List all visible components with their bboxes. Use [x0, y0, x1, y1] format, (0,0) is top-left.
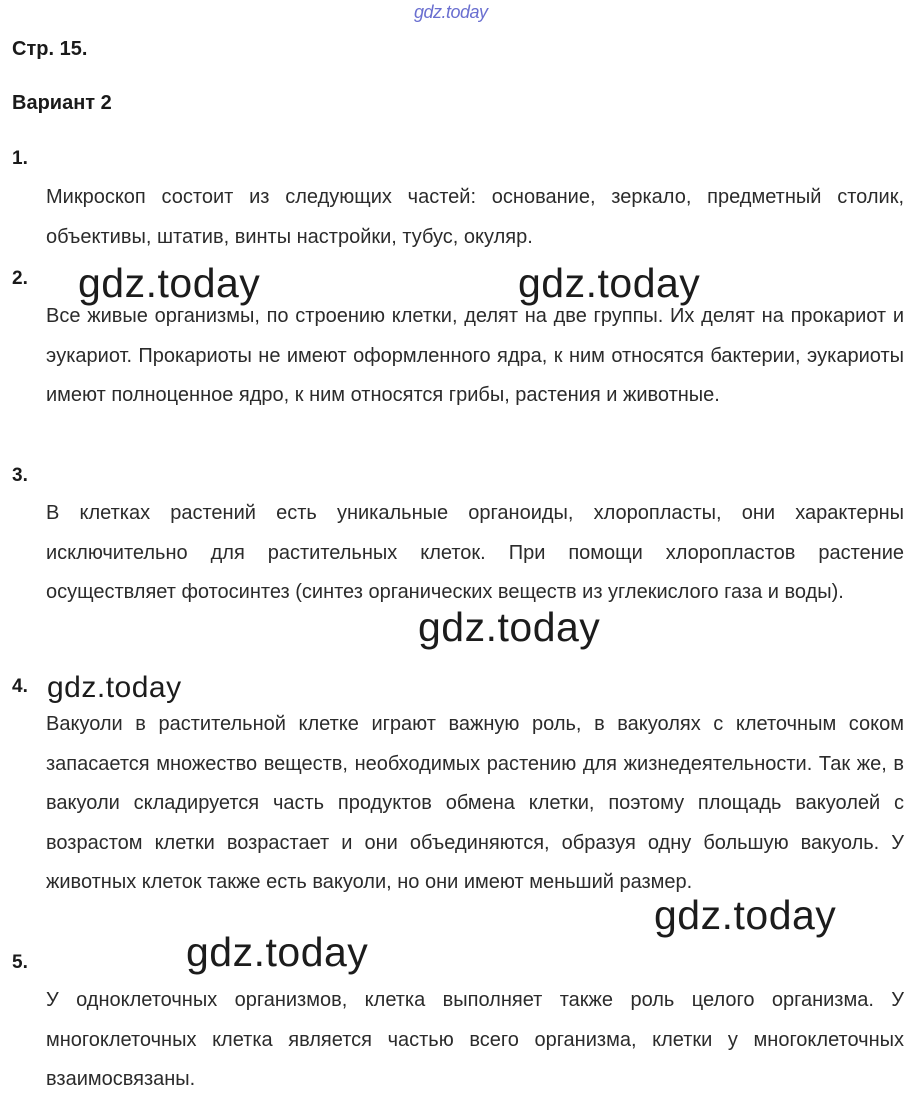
- question-number-3: 3.: [12, 465, 28, 486]
- question-number-5: 5.: [12, 952, 28, 973]
- watermark: gdz.today: [518, 260, 701, 306]
- watermark: gdz.today: [654, 892, 837, 938]
- header-watermark: gdz.today: [414, 2, 488, 22]
- question-number-2: 2.: [12, 268, 28, 289]
- question-number-1: 1.: [12, 148, 28, 169]
- page-number: Стр. 15.: [12, 38, 88, 60]
- answer-text-4: Вакуоли в растительной клетке играют важную роль, в вакуолях с клеточным соком запасается множество веществ, необходимых растению для жизнедеятельности. Так же, в вакуоли складируется часть продуктов обмена клетки, поэтому площадь вакуолей с возрастом клетки возрастает и они объединяются, образуя одну большую вакуоль. У животных клеток также есть вакуоли, но они имеют меньший размер.: [46, 713, 904, 893]
- watermark: gdz.today: [418, 604, 601, 650]
- answer-text-5: У одноклеточных организмов, клетка выполняет также роль целого организма. У многоклеточных клетка является частью всего организма, клетки у многоклеточных взаимосвязаны.: [46, 989, 904, 1090]
- watermark: gdz.today: [47, 671, 182, 704]
- variant-heading: Вариант 2: [12, 92, 112, 114]
- answer-text-2: Все живые организмы, по строению клетки, делят на две группы. Их делят на прокариот и эукариот. Прокариоты не имеют оформленного ядра, к ним относятся бактерии, эукариоты имеют полноценное ядро, к ним относятся грибы, растения и животные.: [46, 305, 904, 406]
- answer-text-1: Микроскоп состоит из следующих частей: основание, зеркало, предметный столик, объективы, штатив, винты настройки, тубус, окуляр.: [46, 186, 904, 248]
- answer-text-3: В клетках растений есть уникальные органоиды, хлоропласты, они характерны исключительно для растительных клеток. При помощи хлоропластов растение осуществляет фотосинтез (синтез органических веществ из углекислого газа и воды).: [46, 502, 904, 603]
- watermark: gdz.today: [78, 260, 261, 306]
- question-number-4: 4.: [12, 676, 28, 697]
- watermark: gdz.today: [186, 929, 369, 975]
